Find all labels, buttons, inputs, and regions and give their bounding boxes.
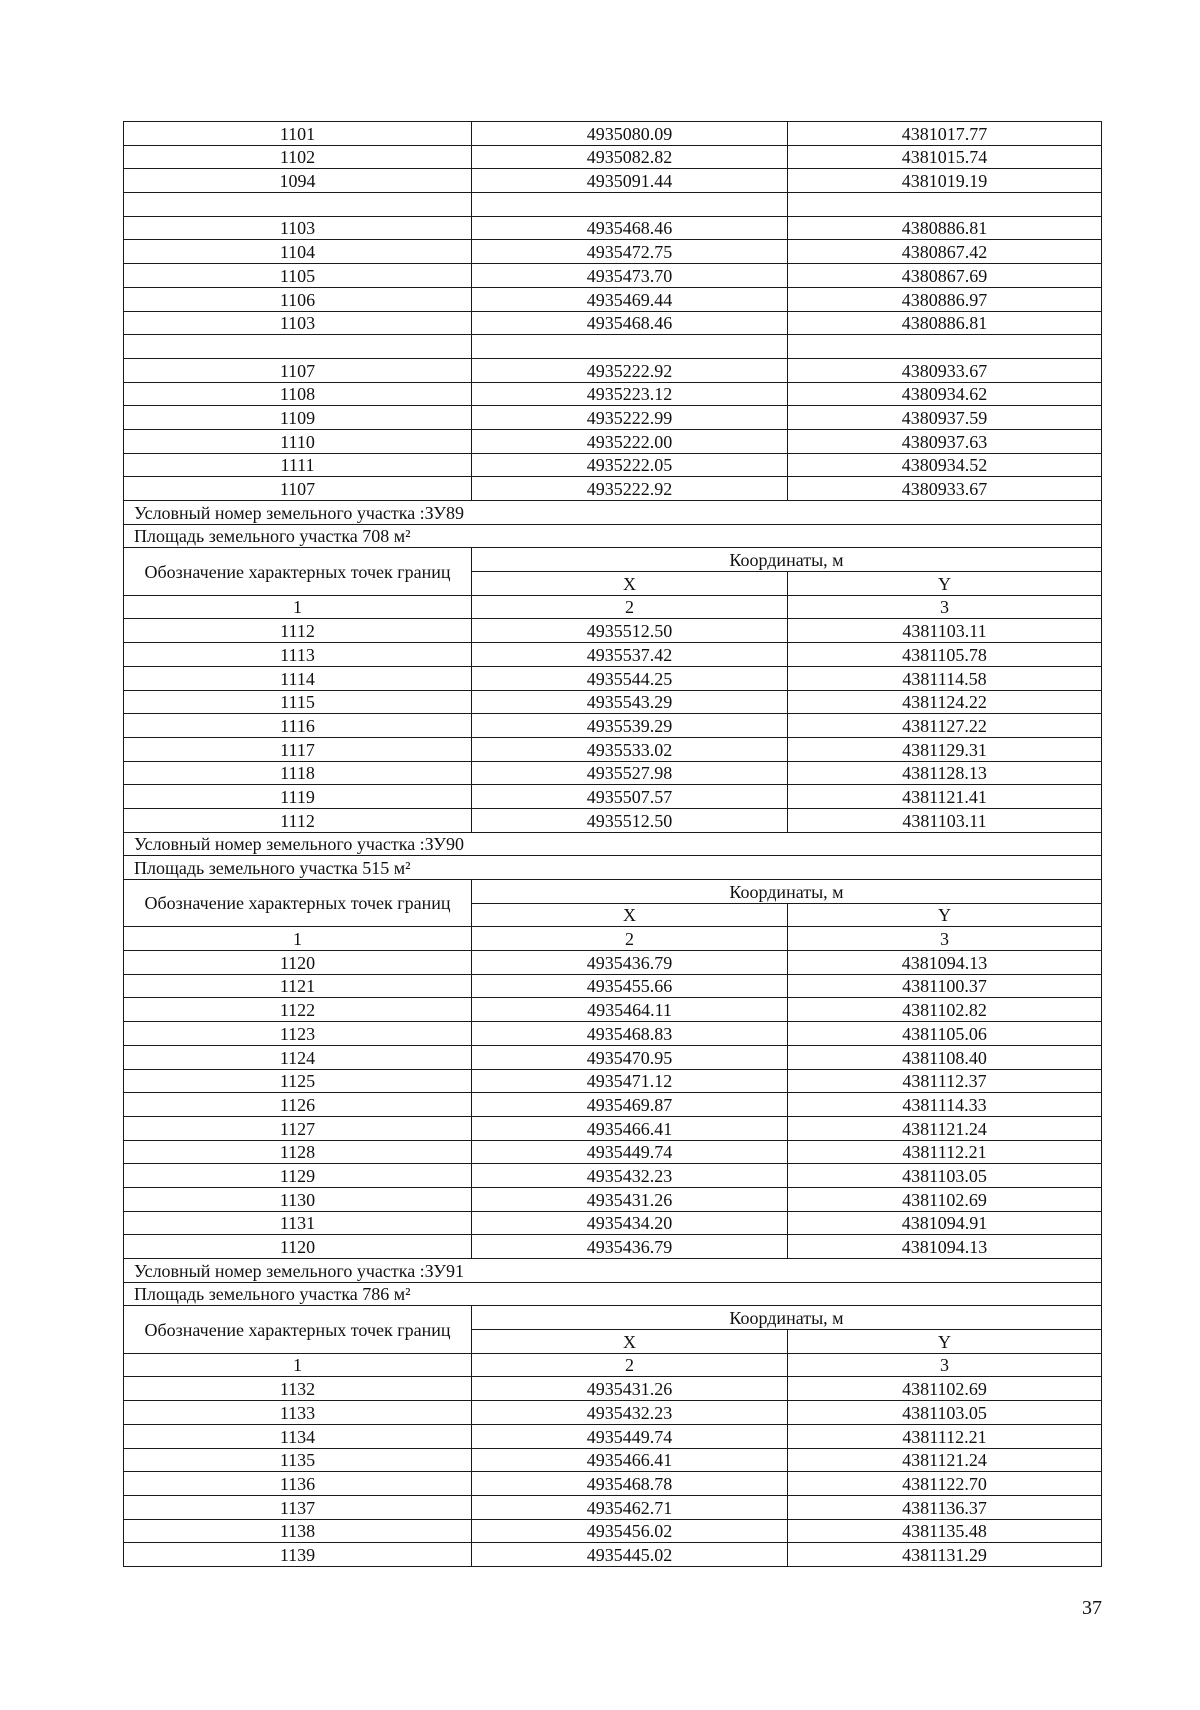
x-coordinate-cell: 4935082.82: [472, 145, 788, 169]
table-row: [124, 1543, 1102, 1567]
table-row: [124, 1164, 1102, 1188]
table-row: [124, 1401, 1102, 1425]
column-number-1: 1: [124, 595, 472, 619]
table-row: [124, 1116, 1102, 1140]
points-header: Обозначение характерных точек границ: [124, 548, 472, 595]
table-row: [124, 737, 1102, 761]
point-id-cell: 1112: [124, 808, 472, 832]
point-id-cell: 1105: [124, 264, 472, 288]
y-coordinate-cell: 4381102.69: [788, 1187, 1102, 1211]
point-id-cell: 1129: [124, 1164, 472, 1188]
blank-cell: [472, 335, 788, 359]
x-axis-header: X: [472, 572, 788, 596]
plot-area: Площадь земельного участка 786 м²: [124, 1282, 1102, 1306]
y-coordinate-cell: 4381102.82: [788, 998, 1102, 1022]
point-id-cell: 1116: [124, 714, 472, 738]
y-coordinate-cell: 4381112.37: [788, 1069, 1102, 1093]
x-coordinate-cell: 4935466.41: [472, 1116, 788, 1140]
blank-separator-row: [124, 335, 1102, 359]
y-coordinate-cell: 4381094.13: [788, 1235, 1102, 1259]
x-coordinate-cell: 4935512.50: [472, 808, 788, 832]
point-id-cell: 1111: [124, 453, 472, 477]
blank-cell: [788, 335, 1102, 359]
y-coordinate-cell: 4381017.77: [788, 122, 1102, 146]
y-coordinate-cell: 4381127.22: [788, 714, 1102, 738]
table-row: [124, 1519, 1102, 1543]
x-coordinate-cell: 4935091.44: [472, 169, 788, 193]
table-row: [124, 714, 1102, 738]
page-number: 37: [1082, 1597, 1102, 1619]
x-coordinate-cell: 4935544.25: [472, 666, 788, 690]
table-row: [124, 761, 1102, 785]
point-id-cell: 1120: [124, 951, 472, 975]
point-id-cell: 1132: [124, 1377, 472, 1401]
point-id-cell: 1125: [124, 1069, 472, 1093]
table-row: [124, 145, 1102, 169]
point-id-cell: 1113: [124, 643, 472, 667]
point-id-cell: 1110: [124, 429, 472, 453]
blank-cell: [124, 335, 472, 359]
point-id-cell: 1119: [124, 785, 472, 809]
x-axis-header: X: [472, 1330, 788, 1354]
y-coordinate-cell: 4381105.78: [788, 643, 1102, 667]
table-row: [124, 998, 1102, 1022]
x-coordinate-cell: 4935539.29: [472, 714, 788, 738]
table-row: [124, 406, 1102, 430]
y-coordinate-cell: 4380933.67: [788, 477, 1102, 501]
point-id-cell: 1131: [124, 1211, 472, 1235]
table-row: [124, 453, 1102, 477]
y-coordinate-cell: 4381128.13: [788, 761, 1102, 785]
table-row: [124, 311, 1102, 335]
y-coordinate-cell: 4380886.81: [788, 216, 1102, 240]
table-row: [124, 240, 1102, 264]
x-coordinate-cell: 4935455.66: [472, 974, 788, 998]
y-coordinate-cell: 4381136.37: [788, 1495, 1102, 1519]
coordinates-header: Координаты, м: [472, 880, 1102, 904]
point-id-cell: 1138: [124, 1519, 472, 1543]
column-number-3: 3: [788, 595, 1102, 619]
y-coordinate-cell: 4380867.69: [788, 264, 1102, 288]
x-coordinate-cell: 4935223.12: [472, 382, 788, 406]
point-id-cell: 1107: [124, 358, 472, 382]
plot-number: Условный номер земельного участка :ЗУ90: [124, 832, 1102, 856]
x-coordinate-cell: 4935436.79: [472, 1235, 788, 1259]
x-coordinate-cell: 4935473.70: [472, 264, 788, 288]
point-id-cell: 1137: [124, 1495, 472, 1519]
x-coordinate-cell: 4935471.12: [472, 1069, 788, 1093]
plot-area-row: [124, 524, 1102, 548]
table-row: [124, 382, 1102, 406]
table-row: [124, 690, 1102, 714]
y-coordinate-cell: 4381131.29: [788, 1543, 1102, 1567]
y-coordinate-cell: 4380886.81: [788, 311, 1102, 335]
table-row: [124, 216, 1102, 240]
plot-area-row: [124, 856, 1102, 880]
x-coordinate-cell: 4935449.74: [472, 1424, 788, 1448]
header-row: [124, 1306, 1102, 1330]
point-id-cell: 1123: [124, 1022, 472, 1046]
y-coordinate-cell: 4381094.13: [788, 951, 1102, 975]
x-coordinate-cell: 4935507.57: [472, 785, 788, 809]
x-coordinate-cell: 4935222.92: [472, 477, 788, 501]
point-id-cell: 1107: [124, 477, 472, 501]
table-row: [124, 477, 1102, 501]
blank-separator-row: [124, 193, 1102, 217]
y-coordinate-cell: 4381103.11: [788, 619, 1102, 643]
y-coordinate-cell: 4381135.48: [788, 1519, 1102, 1543]
x-coordinate-cell: 4935222.99: [472, 406, 788, 430]
y-coordinate-cell: 4380937.59: [788, 406, 1102, 430]
column-number-3: 3: [788, 1353, 1102, 1377]
y-coordinate-cell: 4381129.31: [788, 737, 1102, 761]
x-coordinate-cell: 4935468.78: [472, 1472, 788, 1496]
x-coordinate-cell: 4935449.74: [472, 1140, 788, 1164]
x-coordinate-cell: 4935431.26: [472, 1187, 788, 1211]
column-number-2: 2: [472, 927, 788, 951]
x-coordinate-cell: 4935472.75: [472, 240, 788, 264]
table-row: [124, 169, 1102, 193]
plot-number: Условный номер земельного участка :ЗУ91: [124, 1259, 1102, 1283]
coordinates-table: [123, 121, 1102, 1567]
table-row: [124, 1377, 1102, 1401]
table-row: [124, 1069, 1102, 1093]
x-coordinate-cell: 4935222.92: [472, 358, 788, 382]
table-row: [124, 429, 1102, 453]
point-id-cell: 1120: [124, 1235, 472, 1259]
point-id-cell: 1130: [124, 1187, 472, 1211]
y-coordinate-cell: 4381121.41: [788, 785, 1102, 809]
table-row: [124, 974, 1102, 998]
points-header: Обозначение характерных точек границ: [124, 880, 472, 927]
x-coordinate-cell: 4935537.42: [472, 643, 788, 667]
x-coordinate-cell: 4935468.46: [472, 216, 788, 240]
point-id-cell: 1136: [124, 1472, 472, 1496]
table-row: [124, 808, 1102, 832]
x-coordinate-cell: 4935470.95: [472, 1045, 788, 1069]
y-coordinate-cell: 4381019.19: [788, 169, 1102, 193]
point-id-cell: 1103: [124, 216, 472, 240]
table-row: [124, 785, 1102, 809]
column-number-row: [124, 595, 1102, 619]
y-coordinate-cell: 4380937.63: [788, 429, 1102, 453]
y-coordinate-cell: 4381094.91: [788, 1211, 1102, 1235]
y-coordinate-cell: 4380934.62: [788, 382, 1102, 406]
table-row: [124, 287, 1102, 311]
point-id-cell: 1106: [124, 287, 472, 311]
y-coordinate-cell: 4380867.42: [788, 240, 1102, 264]
table-row: [124, 643, 1102, 667]
column-number-2: 2: [472, 595, 788, 619]
y-coordinate-cell: 4381114.33: [788, 1093, 1102, 1117]
point-id-cell: 1121: [124, 974, 472, 998]
y-coordinate-cell: 4381100.37: [788, 974, 1102, 998]
x-coordinate-cell: 4935468.46: [472, 311, 788, 335]
x-coordinate-cell: 4935445.02: [472, 1543, 788, 1567]
table-row: [124, 1448, 1102, 1472]
blank-cell: [472, 193, 788, 217]
plot-number-row: [124, 1259, 1102, 1283]
x-coordinate-cell: 4935469.44: [472, 287, 788, 311]
table-row: [124, 1045, 1102, 1069]
x-coordinate-cell: 4935462.71: [472, 1495, 788, 1519]
plot-area: Площадь земельного участка 708 м²: [124, 524, 1102, 548]
y-coordinate-cell: 4381112.21: [788, 1424, 1102, 1448]
x-coordinate-cell: 4935527.98: [472, 761, 788, 785]
column-number-1: 1: [124, 1353, 472, 1377]
coordinates-header: Координаты, м: [472, 1306, 1102, 1330]
x-coordinate-cell: 4935432.23: [472, 1164, 788, 1188]
x-coordinate-cell: 4935543.29: [472, 690, 788, 714]
x-coordinate-cell: 4935468.83: [472, 1022, 788, 1046]
y-coordinate-cell: 4381015.74: [788, 145, 1102, 169]
x-coordinate-cell: 4935466.41: [472, 1448, 788, 1472]
point-id-cell: 1126: [124, 1093, 472, 1117]
column-number-row: [124, 1353, 1102, 1377]
y-coordinate-cell: 4381105.06: [788, 1022, 1102, 1046]
column-number-2: 2: [472, 1353, 788, 1377]
point-id-cell: 1109: [124, 406, 472, 430]
x-coordinate-cell: 4935431.26: [472, 1377, 788, 1401]
coordinates-table-body: [124, 122, 1102, 1567]
table-row: [124, 122, 1102, 146]
blank-cell: [788, 193, 1102, 217]
point-id-cell: 1101: [124, 122, 472, 146]
column-number-3: 3: [788, 927, 1102, 951]
x-axis-header: X: [472, 903, 788, 927]
table-row: [124, 951, 1102, 975]
point-id-cell: 1139: [124, 1543, 472, 1567]
point-id-cell: 1127: [124, 1116, 472, 1140]
column-number-row: [124, 927, 1102, 951]
table-row: [124, 1211, 1102, 1235]
table-row: [124, 1093, 1102, 1117]
plot-number-row: [124, 501, 1102, 525]
point-id-cell: 1102: [124, 145, 472, 169]
table-row: [124, 619, 1102, 643]
y-coordinate-cell: 4381112.21: [788, 1140, 1102, 1164]
x-coordinate-cell: 4935434.20: [472, 1211, 788, 1235]
x-coordinate-cell: 4935436.79: [472, 951, 788, 975]
table-row: [124, 264, 1102, 288]
y-coordinate-cell: 4381102.69: [788, 1377, 1102, 1401]
x-coordinate-cell: 4935222.00: [472, 429, 788, 453]
point-id-cell: 1114: [124, 666, 472, 690]
y-coordinate-cell: 4381103.05: [788, 1401, 1102, 1425]
y-coordinate-cell: 4381114.58: [788, 666, 1102, 690]
point-id-cell: 1122: [124, 998, 472, 1022]
y-coordinate-cell: 4380886.97: [788, 287, 1102, 311]
point-id-cell: 1124: [124, 1045, 472, 1069]
y-coordinate-cell: 4381121.24: [788, 1448, 1102, 1472]
table-row: [124, 1424, 1102, 1448]
y-coordinate-cell: 4381122.70: [788, 1472, 1102, 1496]
point-id-cell: 1103: [124, 311, 472, 335]
x-coordinate-cell: 4935432.23: [472, 1401, 788, 1425]
point-id-cell: 1108: [124, 382, 472, 406]
table-row: [124, 1235, 1102, 1259]
x-coordinate-cell: 4935222.05: [472, 453, 788, 477]
table-row: [124, 1495, 1102, 1519]
table-row: [124, 666, 1102, 690]
y-coordinate-cell: 4381108.40: [788, 1045, 1102, 1069]
table-row: [124, 1140, 1102, 1164]
point-id-cell: 1135: [124, 1448, 472, 1472]
x-coordinate-cell: 4935080.09: [472, 122, 788, 146]
y-axis-header: Y: [788, 1330, 1102, 1354]
points-header: Обозначение характерных точек границ: [124, 1306, 472, 1353]
y-axis-header: Y: [788, 903, 1102, 927]
plot-number: Условный номер земельного участка :ЗУ89: [124, 501, 1102, 525]
point-id-cell: 1118: [124, 761, 472, 785]
coordinates-header: Координаты, м: [472, 548, 1102, 572]
point-id-cell: 1128: [124, 1140, 472, 1164]
point-id-cell: 1094: [124, 169, 472, 193]
header-row: [124, 548, 1102, 572]
table-row: [124, 358, 1102, 382]
y-coordinate-cell: 4381121.24: [788, 1116, 1102, 1140]
plot-area-row: [124, 1282, 1102, 1306]
point-id-cell: 1117: [124, 737, 472, 761]
point-id-cell: 1112: [124, 619, 472, 643]
x-coordinate-cell: 4935456.02: [472, 1519, 788, 1543]
y-coordinate-cell: 4380933.67: [788, 358, 1102, 382]
blank-cell: [124, 193, 472, 217]
y-coordinate-cell: 4380934.52: [788, 453, 1102, 477]
point-id-cell: 1133: [124, 1401, 472, 1425]
x-coordinate-cell: 4935512.50: [472, 619, 788, 643]
table-row: [124, 1472, 1102, 1496]
x-coordinate-cell: 4935469.87: [472, 1093, 788, 1117]
y-axis-header: Y: [788, 572, 1102, 596]
table-row: [124, 1187, 1102, 1211]
table-row: [124, 1022, 1102, 1046]
point-id-cell: 1115: [124, 690, 472, 714]
point-id-cell: 1104: [124, 240, 472, 264]
column-number-1: 1: [124, 927, 472, 951]
plot-number-row: [124, 832, 1102, 856]
point-id-cell: 1134: [124, 1424, 472, 1448]
plot-area: Площадь земельного участка 515 м²: [124, 856, 1102, 880]
x-coordinate-cell: 4935533.02: [472, 737, 788, 761]
header-row: [124, 880, 1102, 904]
x-coordinate-cell: 4935464.11: [472, 998, 788, 1022]
y-coordinate-cell: 4381103.05: [788, 1164, 1102, 1188]
y-coordinate-cell: 4381103.11: [788, 808, 1102, 832]
y-coordinate-cell: 4381124.22: [788, 690, 1102, 714]
